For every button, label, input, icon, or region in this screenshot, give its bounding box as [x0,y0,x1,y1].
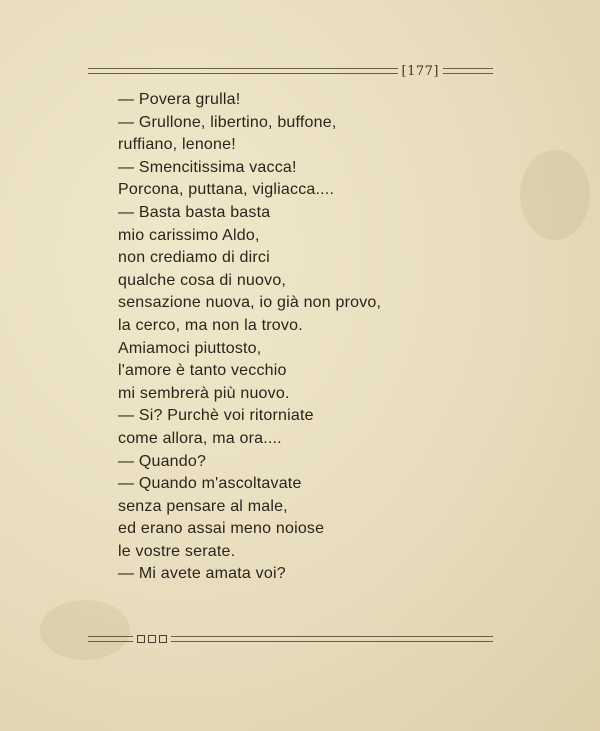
poem-line: qualche cosa di nuovo, [118,271,287,289]
poem-line: non crediamo di dirci [118,249,270,267]
poem-text [118,89,381,586]
poem-line: — Quando? [118,452,207,470]
poem-line: Porcona, puttana, vigliacca.... [118,181,335,199]
square-ornament-icon [159,635,167,643]
poem-line: sensazione nuova, io già non provo, [118,294,382,312]
poem-line: — Grullone, libertino, buffone, [118,113,337,131]
poem-line: la cerco, ma non la trovo. [118,316,303,334]
square-ornament-icon [137,635,145,643]
poem-line: le vostre serate. [118,542,236,560]
poem-line: — Mi avete amata voi? [118,565,286,583]
paper-stain [40,600,130,660]
poem-line: — Quando m'ascoltavate [118,475,302,493]
poem-line: mi sembrerà più nuovo. [118,384,290,402]
square-ornament-icon [148,635,156,643]
poem-line: — Si? Purchè voi ritorniate [118,407,314,425]
poem-line: Amiamoci piuttosto, [118,339,262,357]
poem-line: mio carissimo Aldo, [118,226,260,244]
header-rule [88,63,493,79]
poem-line: — Basta basta basta [118,203,271,221]
poem-line: — Smencitissima vacca! [118,158,297,176]
header-rule-left [88,68,398,74]
poem-line: — Povera grulla! [118,91,241,108]
poem-line: ruffiano, lenone! [118,136,236,154]
poem-line: l'amore è tanto vecchio [118,362,287,380]
footer-rule-left [88,636,133,642]
poem-line: ed erano assai meno noiose [118,520,325,538]
page-number: [177] [401,63,439,79]
footer-rule-right [171,636,493,642]
poem-line: come allora, ma ora.... [118,429,282,447]
poem-line: senza pensare al male, [118,497,288,515]
header-rule-right [443,68,493,74]
paper-stain [520,150,590,240]
footer-rule [88,632,493,646]
footer-ornament [133,635,171,643]
